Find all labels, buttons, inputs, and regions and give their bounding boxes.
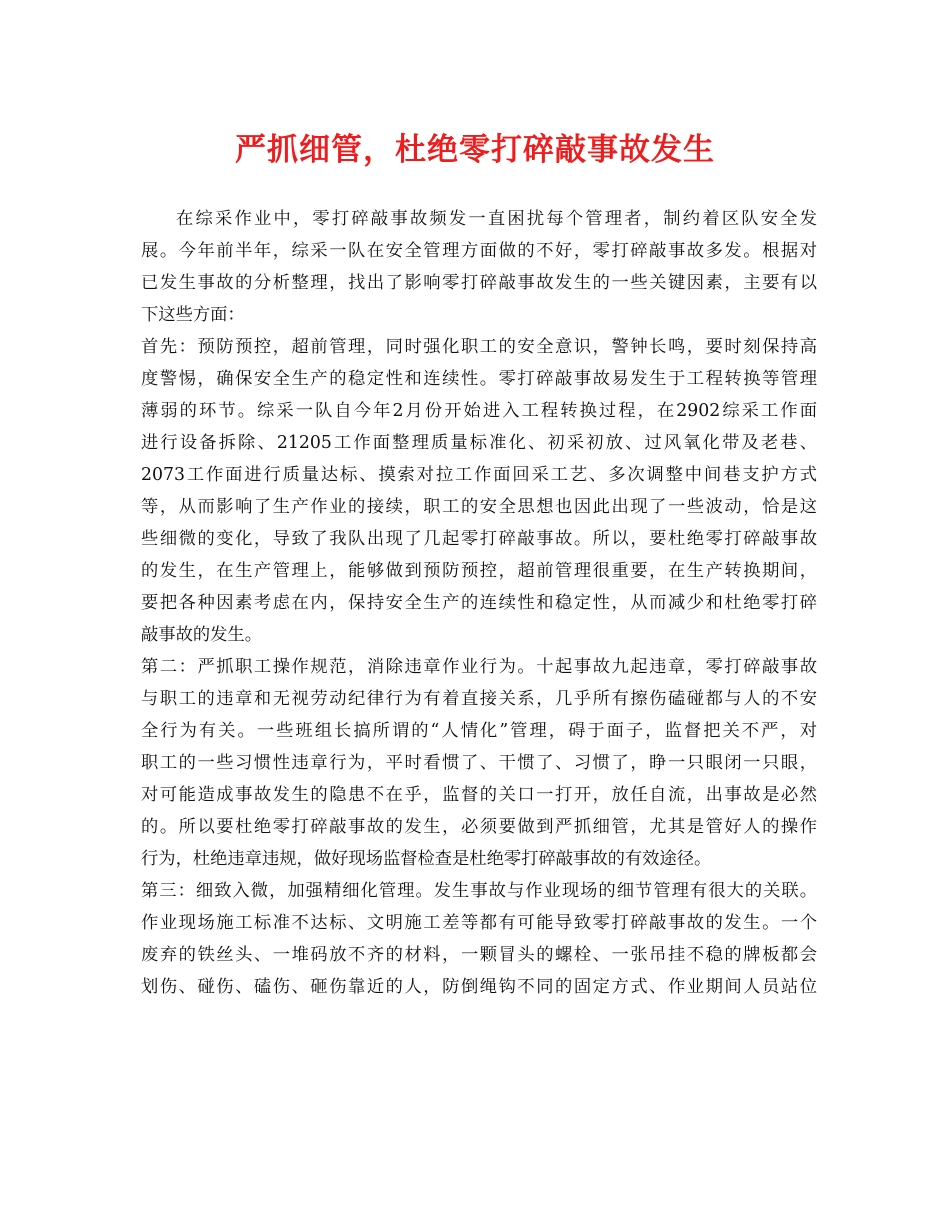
paragraph-line: 下这些方面：	[141, 305, 245, 325]
paragraph-line: 废弃的铁丝头、一堆码放不齐的材料，一颗冒头的螺栓、一张吊挂不稳的牌板都会	[141, 945, 817, 965]
paragraph-line: 敲事故的发生。	[141, 625, 262, 645]
paragraph-line: 的。所以要杜绝零打碎敲事故的发生，必须要做到严抓细管，尤其是管好人的操作	[141, 817, 817, 837]
paragraph-line: 展。今年前半年，综采一队在安全管理方面做的不好，零打碎敲事故多发。根据对	[141, 241, 817, 261]
paragraph-line: 与职工的违章和无视劳动纪律行为有着直接关系，几乎所有擦伤磕碰都与人的不安	[141, 689, 817, 709]
paragraph-line: 第二：严抓职工操作规范，消除违章作业行为。十起事故九起违章，零打碎敲事故	[141, 657, 817, 677]
paragraph-line: 度警惕，确保安全生产的稳定性和连续性。零打碎敲事故易发生于工程转换等管理	[141, 369, 817, 389]
paragraph-line: 第三：细致入微，加强精细化管理。发生事故与作业现场的细节管理有很大的关联。	[141, 881, 817, 901]
paragraph-line: 薄弱的环节。综采一队自今年2月份开始进入工程转换过程，在2902综采工作面	[141, 401, 817, 421]
paragraph-line: 行为，杜绝违章违规，做好现场监督检查是杜绝零打碎敲事故的有效途径。	[141, 849, 712, 869]
paragraph-line: 首先：预防预控，超前管理，同时强化职工的安全意识，警钟长鸣，要时刻保持高	[141, 337, 817, 357]
paragraph-line: 进行设备拆除、21205工作面整理质量标准化、初采初放、过风氧化带及老巷、	[141, 433, 817, 453]
paragraph-line: 作业现场施工标准不达标、文明施工差等都有可能导致零打碎敲事故的发生。一个	[141, 913, 817, 933]
document-title: 严抓细管，杜绝零打碎敲事故发生	[235, 132, 715, 168]
paragraph-line: 全行为有关。一些班组长搞所谓的“人情化”管理，碍于面子，监督把关不严，对	[141, 721, 817, 741]
document-body	[141, 203, 817, 1003]
paragraph-line: 2073工作面进行质量达标、摸索对拉工作面回采工艺、多次调整中间巷支护方式	[141, 465, 817, 485]
paragraph-line: 职工的一些习惯性违章行为，平时看惯了、干惯了、习惯了，睁一只眼闭一只眼，	[141, 753, 817, 773]
paragraph-line: 划伤、碰伤、磕伤、砸伤靠近的人，防倒绳钩不同的固定方式、作业期间人员站位	[141, 977, 817, 997]
paragraph-line: 要把各种因素考虑在内，保持安全生产的连续性和稳定性，从而减少和杜绝零打碎	[141, 593, 817, 613]
paragraph-line: 等，从而影响了生产作业的接续，职工的安全思想也因此出现了一些波动，恰是这	[141, 497, 817, 517]
paragraph-line: 对可能造成事故发生的隐患不在乎，监督的关口一打开，放任自流，出事故是必然	[141, 785, 817, 805]
paragraph-line: 已发生事故的分析整理，找出了影响零打碎敲事故发生的一些关键因素，主要有以	[141, 273, 817, 293]
paragraph-line: 些细微的变化，导致了我队出现了几起零打碎敲事故。所以，要杜绝零打碎敲事故	[141, 529, 817, 549]
paragraph-line: 在综采作业中，零打碎敲事故频发一直困扰每个管理者，制约着区队安全发	[176, 209, 817, 229]
paragraph-line: 的发生，在生产管理上，能够做到预防预控，超前管理很重要，在生产转换期间，	[141, 561, 817, 581]
